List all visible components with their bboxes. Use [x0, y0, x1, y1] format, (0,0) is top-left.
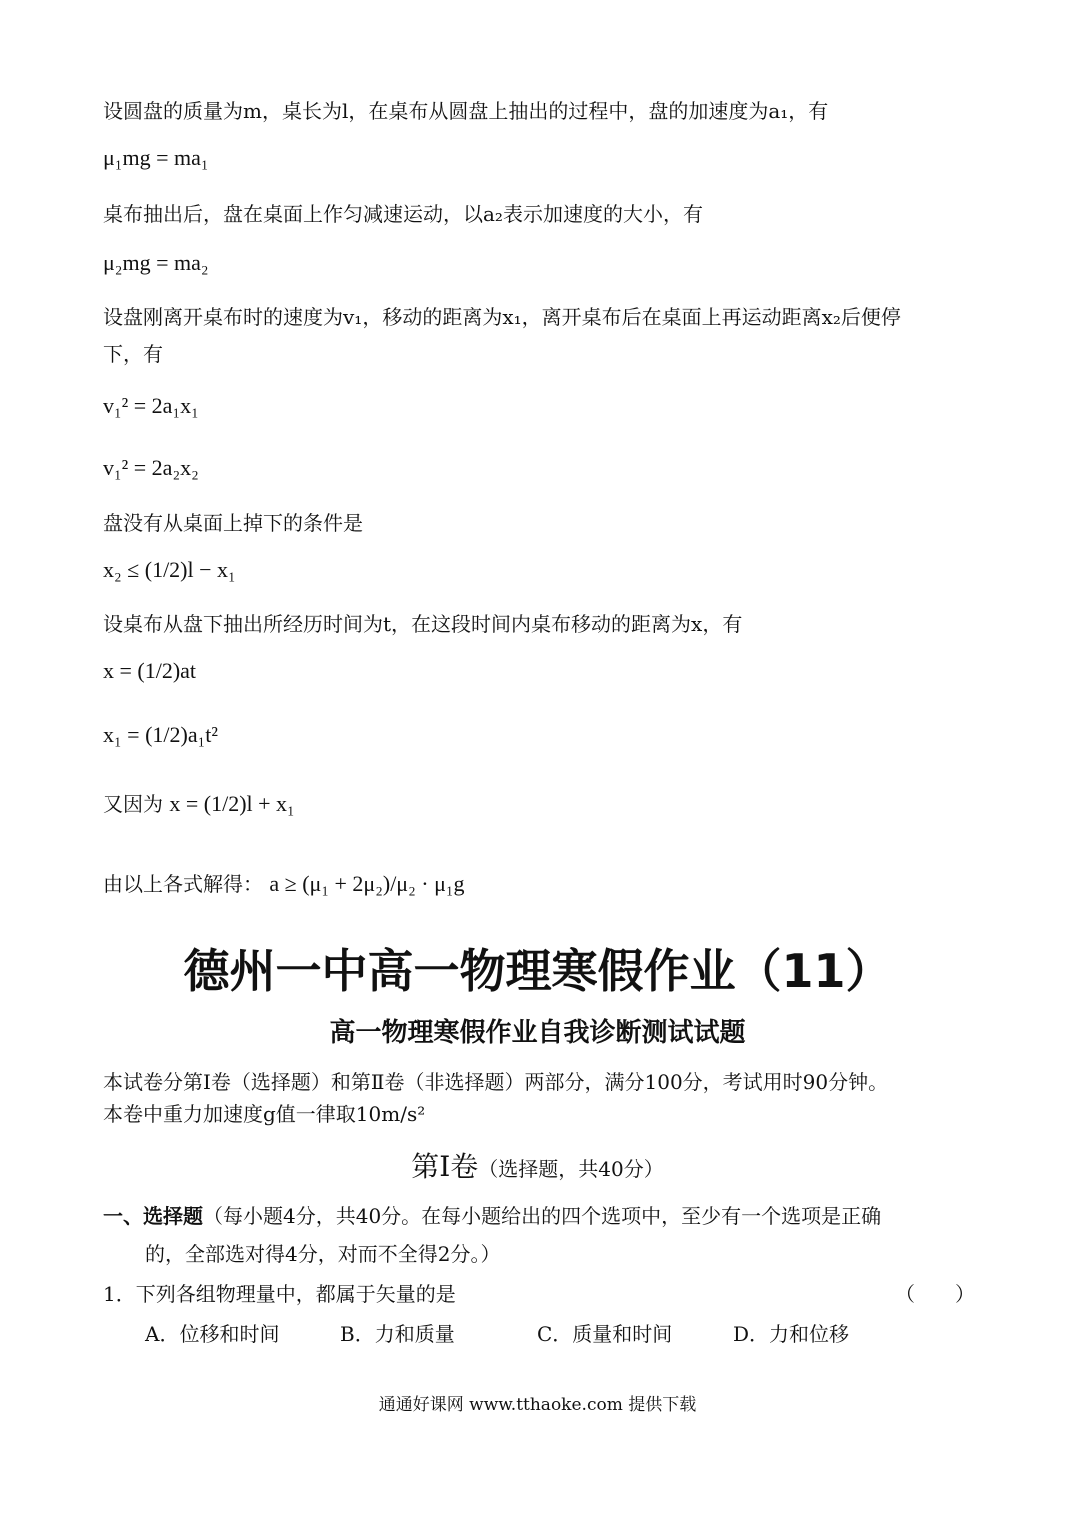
- question-1-option-b: B．力和质量: [340, 1322, 455, 1346]
- equation-1-text: μ₁mg = ma₁: [103, 145, 209, 170]
- page-subtitle: 高一物理寒假作业自我诊断测试试题: [329, 1018, 746, 1048]
- equation-6: [103, 658, 196, 684]
- equation-5: [103, 557, 236, 583]
- equation-4: [103, 455, 199, 481]
- solution-paragraph-5: 设桌布从盘下抽出所经历时间为t，在这段时间内桌布移动的距离为x，有: [103, 612, 743, 636]
- equation-3-text: v₁² = 2a₁x₁: [103, 393, 199, 418]
- question-1-option-c: C．质量和时间: [537, 1322, 673, 1346]
- question-1-answer-blank: （ ）: [895, 1282, 975, 1306]
- question-1-option-a: A．位移和时间: [145, 1322, 280, 1346]
- solution-paragraph-1: 设圆盘的质量为m，桌长为l，在桌布从圆盘上抽出的过程中，盘的加速度为a₁，有: [103, 99, 829, 123]
- section-1-desc-1: （每小题4分，共40分。在每小题给出的四个选项中，至少有一个选项是正确: [203, 1204, 882, 1228]
- page-title: 德州一中高一物理寒假作业（11）: [183, 944, 892, 998]
- volume-heading: [0, 1145, 1075, 1185]
- solution-paragraph-4: 盘没有从桌面上掉下的条件是: [103, 511, 363, 535]
- question-1-stem: 1．下列各组物理量中，都属于矢量的是: [103, 1282, 456, 1306]
- equation-8-text: x = (1/2)l + x₁: [169, 791, 295, 816]
- equation-4-text: v₁² = 2a₂x₂: [103, 455, 199, 480]
- solution-line-6: [103, 790, 295, 818]
- intro-line-1: 本试卷分第Ⅰ卷（选择题）和第Ⅱ卷（非选择题）两部分，满分100分，考试用时90分钟。: [103, 1070, 889, 1094]
- equation-7-text: x₁ = (1/2)a₁t²: [103, 722, 218, 747]
- equation-3: [103, 393, 199, 419]
- equation-2: [103, 250, 209, 276]
- section-1-line-1: [103, 1202, 881, 1230]
- intro-line-2: 本卷中重力加速度g值一律取10m/s²: [103, 1102, 426, 1126]
- equation-1: [103, 145, 209, 171]
- solution-line-7-prefix: 由以上各式解得：: [103, 872, 263, 896]
- volume-name: 第Ⅰ卷: [411, 1150, 479, 1183]
- solution-line-6-prefix: 又因为: [103, 792, 163, 816]
- equation-9-text: a ≥ (μ₁ + 2μ₂)/μ₂ · μ₁g: [269, 871, 465, 896]
- equation-7: [103, 722, 218, 748]
- volume-note: （选择题，共40分）: [478, 1157, 664, 1181]
- page-footer: 通通好课网 www.tthaoke.com 提供下载: [378, 1395, 697, 1415]
- solution-paragraph-2: 桌布抽出后，盘在桌面上作匀减速运动，以a₂表示加速度的大小，有: [103, 202, 703, 226]
- question-1-option-d: D．力和位移: [733, 1322, 850, 1346]
- section-1-desc-2: 的，全部选对得4分，对而不全得2分。）: [145, 1242, 501, 1266]
- equation-5-text: x₂ ≤ (1/2)l − x₁: [103, 557, 236, 582]
- solution-line-7: [103, 870, 465, 898]
- equation-2-text: μ₂mg = ma₂: [103, 250, 209, 275]
- equation-6-text: x = (1/2)at: [103, 658, 197, 683]
- section-1-heading: 一、选择题: [103, 1204, 203, 1228]
- solution-paragraph-3a: 设盘刚离开桌布时的速度为v₁，移动的距离为x₁，离开桌布后在桌面上再运动距离x₂后便停: [103, 305, 901, 329]
- solution-paragraph-3b: 下，有: [103, 342, 163, 366]
